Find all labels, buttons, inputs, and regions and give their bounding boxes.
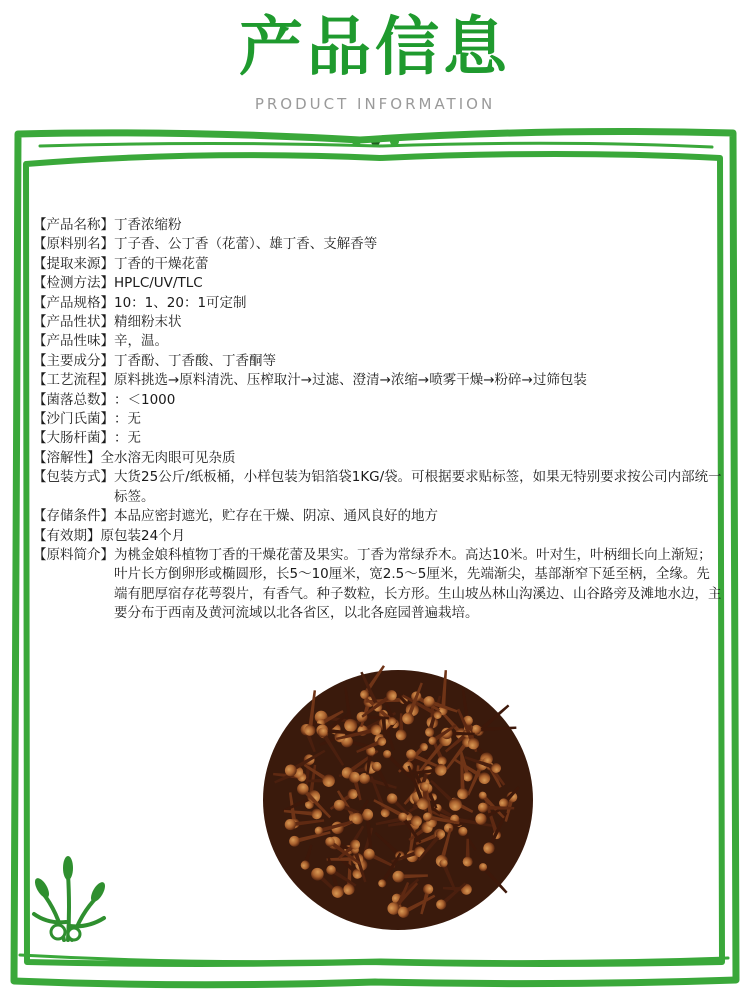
row-value: 为桃金娘科植物丁香的干燥花蕾及果实。丁香为常绿乔木。高达10米。叶对生，叶柄细长向上渐短；叶片长方倒卵形或椭圆形，长5～10厘米，宽2.5～5厘米，先端渐尖，基部渐窄下延至柄，全缘。先端有肥厚宿存花萼裂片，有香气。种子数粒，长方形。生山坡丛林山沟溪边、山谷路旁及滩地水边，主要分布于西南及黄河流域以北各省区，以北各庭园普遍栽培。 xyxy=(114,546,722,622)
row-value: 丁香酚、丁香酸、丁香酮等 xyxy=(114,352,276,369)
info-row-introduction xyxy=(33,546,723,624)
product-info-list xyxy=(33,216,723,624)
info-row-storage xyxy=(33,507,723,526)
info-row-colony xyxy=(33,391,723,410)
row-label: 【溶解性】 xyxy=(33,449,101,466)
row-value: 丁子香、公丁香（花蕾）、雄丁香、支解香等 xyxy=(114,236,378,253)
info-row-salmonella xyxy=(33,410,723,429)
info-row-method xyxy=(33,274,723,293)
row-value: 丁香浓缩粉 xyxy=(114,217,182,233)
info-row-ecoli xyxy=(33,429,723,448)
row-value: 大货25公斤/纸板桶，小样包装为铝箔袋1KG/袋。可根据要求贴标签，如果无特别要求按公司内部统一标签。 xyxy=(114,469,722,505)
row-label: 【产品性味】 xyxy=(33,333,114,350)
row-label: 【原料别名】 xyxy=(33,236,114,253)
info-row-source xyxy=(33,255,723,274)
info-row-spec xyxy=(33,294,723,313)
row-label: 【检测方法】 xyxy=(33,275,114,292)
info-row-name xyxy=(33,216,723,235)
row-value: HPLC/UV/TLC xyxy=(114,275,203,292)
row-value: 全水溶无肉眼可见杂质 xyxy=(100,449,236,466)
info-row-alias xyxy=(33,235,723,254)
row-value: 精细粉末状 xyxy=(114,314,182,331)
row-value: 10：1、20：1可定制 xyxy=(114,294,247,311)
row-label: 【产品规格】 xyxy=(33,294,114,311)
row-label: 【工艺流程】 xyxy=(33,372,114,389)
page-title: 产品信息 xyxy=(239,11,511,85)
info-row-ingredients xyxy=(33,352,723,371)
page-subtitle: PRODUCT INFORMATION xyxy=(254,95,496,113)
info-row-appearance xyxy=(33,313,723,332)
row-value: 原料挑选→原料清洗、压榨取汁→过滤、澄清→浓缩→喷雾干燥→粉碎→过筛包装 xyxy=(114,372,587,389)
info-row-packaging xyxy=(33,468,723,507)
row-label: 【包装方式】 xyxy=(33,469,114,486)
row-label: 【提取来源】 xyxy=(33,255,114,272)
row-label: 【有效期】 xyxy=(33,527,101,544)
row-value: 原包装24个月 xyxy=(100,527,186,544)
info-row-process xyxy=(33,371,723,390)
row-value: 辛，温。 xyxy=(114,333,168,350)
row-value: ：＜1000 xyxy=(114,391,176,408)
clove-pile-illustration xyxy=(258,660,538,935)
row-label: 【大肠杆菌】 xyxy=(33,430,114,447)
row-label: 【原料简介】 xyxy=(33,546,114,563)
row-label: 【菌落总数】 xyxy=(33,391,114,408)
row-label: 【产品性状】 xyxy=(33,314,114,331)
plant-decoration-icon xyxy=(28,852,108,944)
row-value: ：无 xyxy=(114,430,141,447)
row-label: 【产品名称】 xyxy=(33,217,114,233)
row-label: 【主要成分】 xyxy=(33,352,114,369)
clove-pile-image xyxy=(258,660,538,935)
info-row-solubility xyxy=(33,449,723,468)
row-value: ：无 xyxy=(114,411,141,428)
info-row-taste xyxy=(33,332,723,351)
row-label: 【存储条件】 xyxy=(33,508,114,525)
row-value: 丁香的干燥花蕾 xyxy=(114,255,209,272)
info-row-shelf-life xyxy=(33,527,723,546)
row-label: 【沙门氏菌】 xyxy=(33,411,114,428)
row-value: 本品应密封遮光，贮存在干燥、阴凉、通风良好的地方 xyxy=(114,508,438,525)
